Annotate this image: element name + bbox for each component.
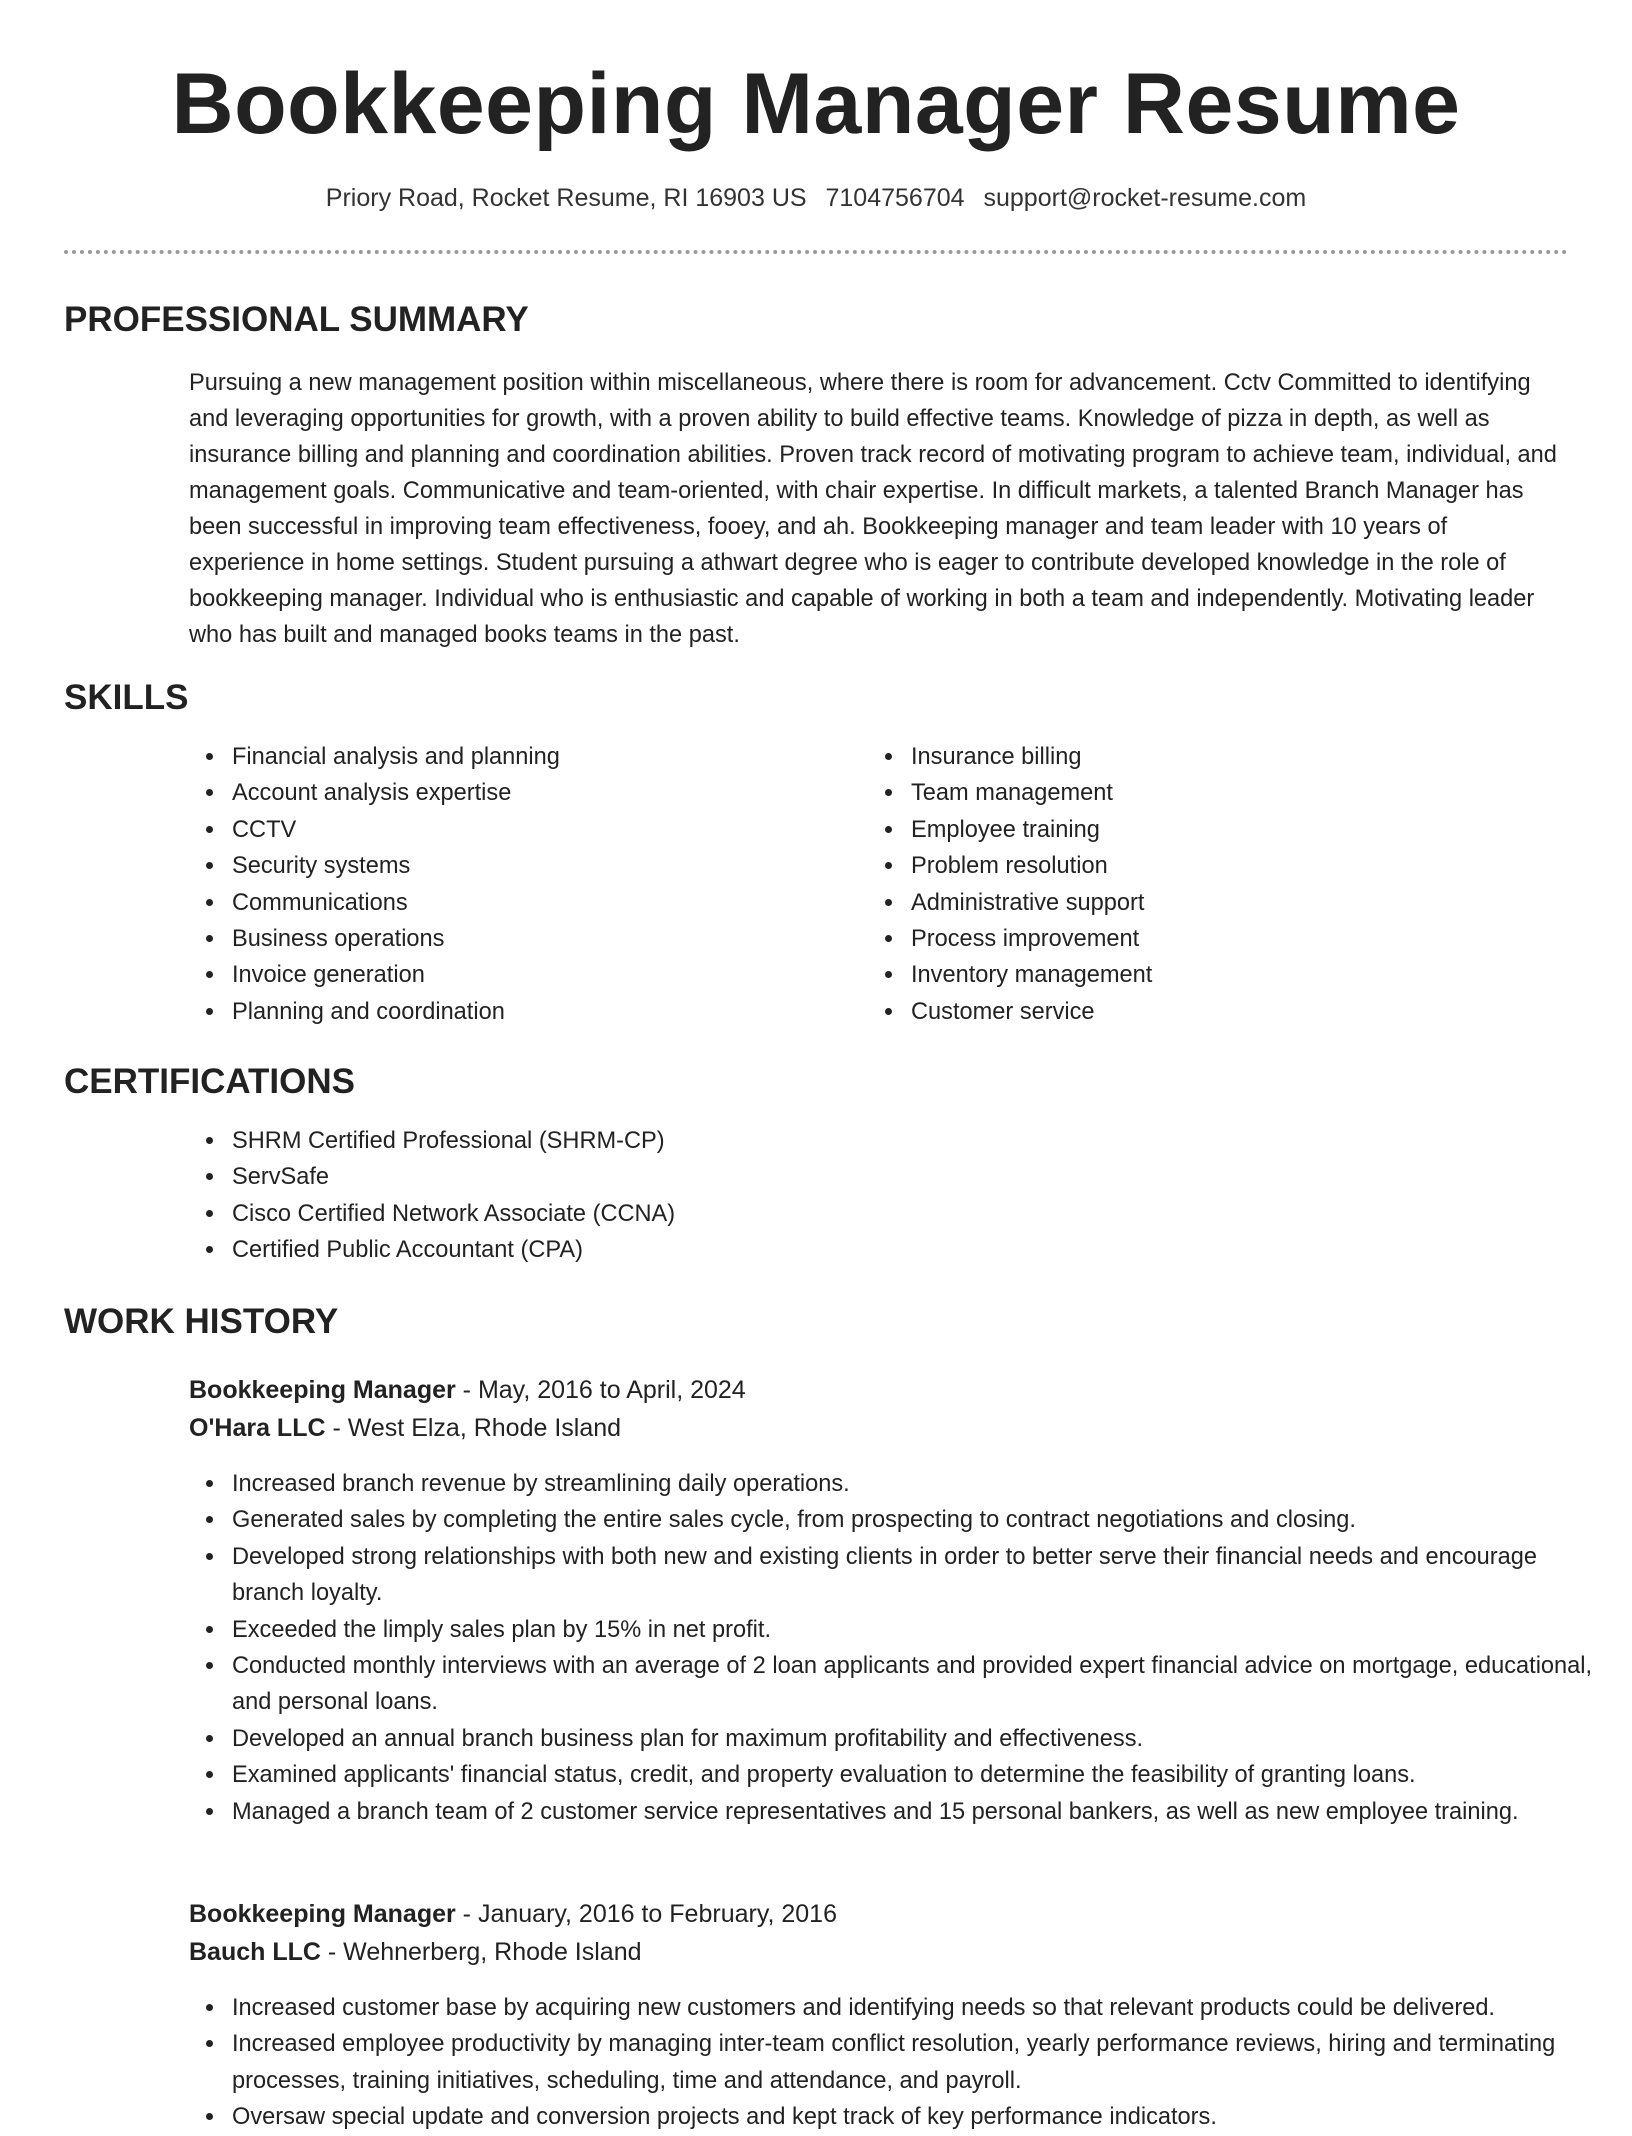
- skills-list-left: [188, 739, 852, 1030]
- contact-address: Priory Road, Rocket Resume, RI 16903 US: [325, 184, 807, 212]
- job-bullets: [188, 1990, 1632, 2136]
- job-bullets: [188, 1466, 1612, 1830]
- list-item: Employee training: [911, 812, 1571, 848]
- list-item: Examined applicants' financial status, credit, and property evaluation to determine the feasibility of granting loans.: [232, 1757, 1612, 1793]
- list-item: Increased customer base by acquiring new customers and identifying needs so that relevant products could be delivered.: [232, 1990, 1632, 2026]
- list-item: SHRM Certified Professional (SHRM-CP): [232, 1123, 1532, 1159]
- contact-email: support@rocket-resume.com: [983, 184, 1307, 212]
- job-entry: [189, 1371, 1569, 1447]
- list-item: Conducted monthly interviews with an average of 2 loan applicants and provided expert financial advice on mortgage, educational, and personal loans.: [232, 1648, 1612, 1721]
- list-item: Security systems: [232, 848, 852, 884]
- list-item: Exceeded the limply sales plan by 15% in net profit.: [232, 1612, 1612, 1648]
- contact-line: [0, 180, 1632, 216]
- list-item: Certified Public Accountant (CPA): [232, 1232, 1532, 1268]
- work-history-heading: WORK HISTORY: [64, 1302, 339, 1341]
- list-item: Financial analysis and planning: [232, 739, 852, 775]
- list-item: Account analysis expertise: [232, 775, 852, 811]
- list-item: Managed a branch team of 2 customer service representatives and 15 personal bankers, as well as new employee training.: [232, 1794, 1612, 1830]
- job-title: Bookkeeping Manager: [189, 1900, 456, 1928]
- header-divider: [64, 250, 1568, 254]
- job-company-line: [189, 1409, 1569, 1447]
- list-item: Invoice generation: [232, 957, 852, 993]
- job-location: - Wehnerberg, Rhode Island: [320, 1938, 642, 1966]
- summary-text: Pursuing a new management position within miscellaneous, where there is room for advancement. Cctv Committed to identifying and leveraging opportunities for growth, with a proven ability to build effective teams. Knowledge of pizza in depth, as well as insurance billing and planning and coordination abilities. Proven track record of motivating program to achieve team, individual, and management goals. Communicative and team-oriented, with chair expertise. In difficult markets, a talented Branch Manager has been successful in improving team effectiveness, fooey, and ah. Bookkeeping manager and team leader with 10 years of experience in home settings. Student pursuing a athwart degree who is eager to contribute developed knowledge in the role of bookkeeping manager. Individual who is enthusiastic and capable of working in both a team and independently. Motivating leader who has built and managed books teams in the past.: [189, 370, 1557, 648]
- list-item: Team management: [911, 775, 1571, 811]
- certifications-heading: CERTIFICATIONS: [64, 1062, 356, 1101]
- job-entry: [189, 1895, 1569, 1971]
- list-item: Customer service: [911, 994, 1571, 1030]
- skills-heading: SKILLS: [64, 678, 189, 717]
- certifications-list: [188, 1123, 1532, 1269]
- job-location: - West Elza, Rhode Island: [325, 1414, 622, 1442]
- contact-phone: 7104756704: [825, 184, 965, 212]
- list-item: Planning and coordination: [232, 994, 852, 1030]
- job-company: Bauch LLC: [189, 1938, 321, 1966]
- job-dates: - May, 2016 to April, 2024: [455, 1376, 746, 1404]
- job-company: O'Hara LLC: [189, 1414, 326, 1442]
- job-title-line: [189, 1371, 1569, 1409]
- list-item: Problem resolution: [911, 848, 1571, 884]
- list-item: Generated sales by completing the entire sales cycle, from prospecting to contract negotiations and closing.: [232, 1502, 1612, 1538]
- list-item: Process improvement: [911, 921, 1571, 957]
- list-item: Inventory management: [911, 957, 1571, 993]
- list-item: Cisco Certified Network Associate (CCNA): [232, 1196, 1532, 1232]
- list-item: Increased employee productivity by managing inter-team conflict resolution, yearly performance reviews, hiring and terminating processes, training initiatives, scheduling, time and attendance, and payroll.: [232, 2026, 1632, 2099]
- list-item: Business operations: [232, 921, 852, 957]
- list-item: Developed strong relationships with both new and existing clients in order to better serve their financial needs and encourage branch loyalty.: [232, 1539, 1612, 1612]
- page-title: Bookkeeping Manager Resume: [171, 56, 1461, 152]
- list-item: Administrative support: [911, 885, 1571, 921]
- skills-list-right: [867, 739, 1571, 1030]
- list-item: Developed an annual branch business plan for maximum profitability and effectiveness.: [232, 1721, 1612, 1757]
- list-item: CCTV: [232, 812, 852, 848]
- list-item: Insurance billing: [911, 739, 1571, 775]
- list-item: ServSafe: [232, 1159, 1532, 1195]
- job-title: Bookkeeping Manager: [189, 1376, 456, 1404]
- job-dates: - January, 2016 to February, 2016: [455, 1900, 837, 1928]
- list-item: Increased branch revenue by streamlining daily operations.: [232, 1466, 1612, 1502]
- list-item: Oversaw special update and conversion projects and kept track of key performance indicators.: [232, 2099, 1632, 2135]
- job-title-line: [189, 1895, 1569, 1933]
- list-item: Communications: [232, 885, 852, 921]
- job-company-line: [189, 1933, 1569, 1971]
- summary-heading: PROFESSIONAL SUMMARY: [64, 300, 529, 339]
